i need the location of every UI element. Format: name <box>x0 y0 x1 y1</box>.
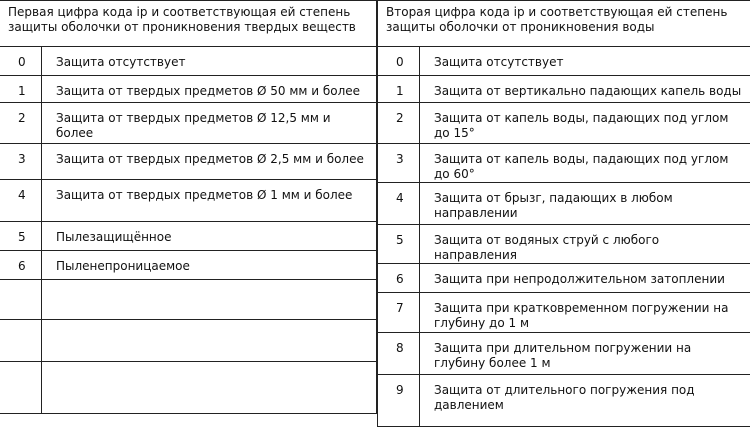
code-cell: 5 <box>378 225 420 264</box>
water-table-header: Вторая цифра кода ip и соответствующая ей степень защиты оболочки от проникновения воды <box>378 1 750 47</box>
description-cell: Защита при длительном погружении на глубину более 1 м <box>420 333 750 375</box>
description-cell: Защита при непродолжительном затоплении <box>420 264 750 293</box>
water-protection-table <box>377 0 750 427</box>
code-cell: 2 <box>378 103 420 144</box>
table-row <box>0 144 377 180</box>
empty-row <box>0 280 377 320</box>
table-row <box>0 76 377 103</box>
description-cell: Защита от длительного погружения под давлением <box>420 375 750 427</box>
table-row <box>0 47 377 76</box>
description-cell: Пылезащищённое <box>42 222 377 251</box>
empty-cell <box>42 320 377 362</box>
description-cell: Пыленепроницаемое <box>42 251 377 280</box>
table-row <box>378 76 750 103</box>
description-cell: Защита от вертикально падающих капель воды <box>420 76 750 103</box>
code-cell: 3 <box>0 144 42 180</box>
code-cell: 6 <box>0 251 42 280</box>
description-cell: Защита от водяных струй с любого направления <box>420 225 750 264</box>
description-cell: Защита от капель воды, падающих под углом до 15° <box>420 103 750 144</box>
table-row <box>378 103 750 144</box>
table-row <box>0 103 377 144</box>
code-cell: 4 <box>0 180 42 222</box>
code-cell: 2 <box>0 103 42 144</box>
code-cell: 8 <box>378 333 420 375</box>
table-header-row <box>0 1 377 47</box>
description-cell: Защита от капель воды, падающих под углом до 60° <box>420 144 750 183</box>
description-cell: Защита отсутствует <box>420 47 750 76</box>
empty-cell <box>42 362 377 414</box>
table-row <box>378 144 750 183</box>
code-cell: 0 <box>378 47 420 76</box>
table-row <box>378 225 750 264</box>
description-cell: Защита от твердых предметов Ø 12,5 мм и более <box>42 103 377 144</box>
table-row <box>0 222 377 251</box>
description-cell: Защита от твердых предметов Ø 1 мм и более <box>42 180 377 222</box>
table-row <box>378 293 750 333</box>
table-row <box>378 183 750 225</box>
table-row <box>378 333 750 375</box>
empty-cell <box>0 362 42 414</box>
empty-cell <box>42 280 377 320</box>
empty-row <box>0 320 377 362</box>
empty-cell <box>0 320 42 362</box>
description-cell: Защита от брызг, падающих в любом направлении <box>420 183 750 225</box>
description-cell: Защита от твердых предметов Ø 2,5 мм и более <box>42 144 377 180</box>
code-cell: 0 <box>0 47 42 76</box>
table-row <box>0 251 377 280</box>
solid-protection-table <box>0 0 377 414</box>
code-cell: 7 <box>378 293 420 333</box>
code-cell: 4 <box>378 183 420 225</box>
table-row <box>0 180 377 222</box>
table-header-row <box>378 1 750 47</box>
code-cell: 1 <box>0 76 42 103</box>
table-row <box>378 264 750 293</box>
code-cell: 9 <box>378 375 420 427</box>
table-row <box>378 47 750 76</box>
description-cell: Защита от твердых предметов Ø 50 мм и более <box>42 76 377 103</box>
description-cell: Защита отсутствует <box>42 47 377 76</box>
code-cell: 6 <box>378 264 420 293</box>
code-cell: 1 <box>378 76 420 103</box>
code-cell: 3 <box>378 144 420 183</box>
table-row <box>378 375 750 427</box>
empty-cell <box>0 280 42 320</box>
solid-table-header: Первая цифра кода ip и соответствующая ей степень защиты оболочки от проникновения твердых веществ <box>0 1 377 47</box>
empty-row <box>0 362 377 414</box>
code-cell: 5 <box>0 222 42 251</box>
description-cell: Защита при кратковременном погружении на глубину до 1 м <box>420 293 750 333</box>
